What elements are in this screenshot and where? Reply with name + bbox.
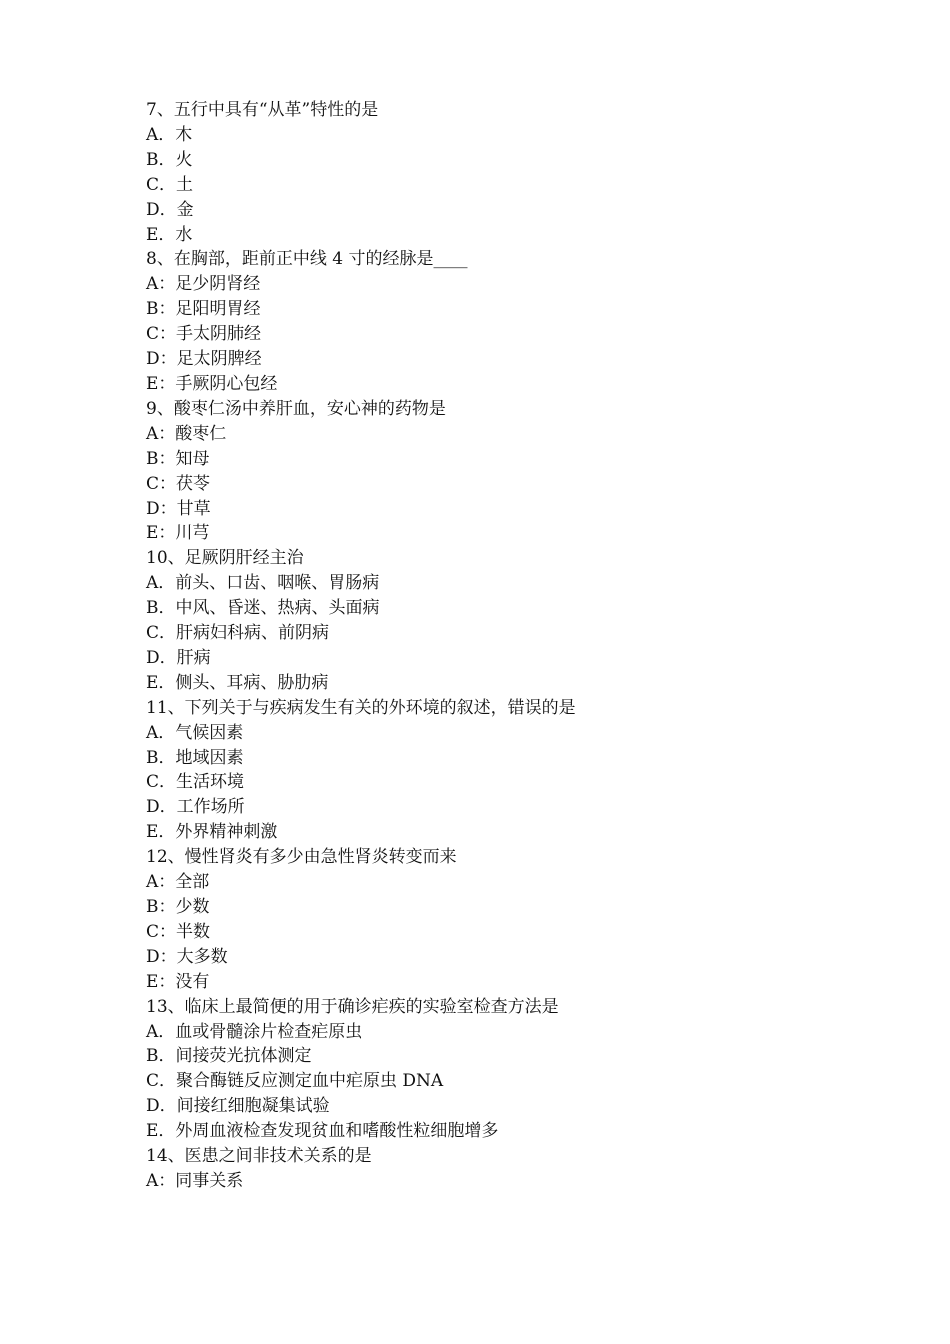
option-a: A．气候因素 xyxy=(146,722,244,743)
option-c: C．聚合酶链反应测定血中疟原虫 DNA xyxy=(146,1071,444,1092)
question-stem: 8、在胸部，距前正中线 4 寸的经脉是____ xyxy=(146,249,468,270)
option-d: D：甘草 xyxy=(146,498,211,519)
option-c: C：茯苓 xyxy=(146,473,211,494)
option-d: D．肝病 xyxy=(146,647,211,668)
option-b: B．地域因素 xyxy=(146,747,244,768)
option-b: B：少数 xyxy=(146,897,210,917)
option-d: D．金 xyxy=(146,199,194,220)
option-e: E．外周血液检查发现贫血和嗜酸性粒细胞增多 xyxy=(146,1121,499,1142)
option-e: E．水 xyxy=(146,224,193,245)
option-b: B．火 xyxy=(146,149,193,170)
question-14 xyxy=(146,1144,846,1194)
question-11 xyxy=(146,696,846,845)
document-page xyxy=(146,98,846,1194)
question-12 xyxy=(146,845,846,994)
option-e: E．侧头、耳病、胁肋病 xyxy=(146,672,329,693)
question-13 xyxy=(146,995,846,1144)
option-c: C．土 xyxy=(146,174,194,195)
option-b: B．中风、昏迷、热病、头面病 xyxy=(146,598,380,619)
option-d: D．工作场所 xyxy=(146,797,245,818)
option-e: E：川芎 xyxy=(146,523,210,544)
option-c: C．生活环境 xyxy=(146,772,245,793)
option-e: E：没有 xyxy=(146,971,210,992)
option-a: A．木 xyxy=(146,124,193,145)
option-d: D．间接红细胞凝集试验 xyxy=(146,1096,330,1117)
question-8 xyxy=(146,247,846,396)
question-stem: 14、医患之间非技术关系的是 xyxy=(146,1146,372,1167)
question-stem: 13、临床上最简便的用于确诊疟疾的实验室检查方法是 xyxy=(146,996,559,1017)
question-7 xyxy=(146,98,846,247)
option-b: B：足阳明胃经 xyxy=(146,299,261,320)
option-d: D：大多数 xyxy=(146,946,228,967)
option-b: B．间接荧光抗体测定 xyxy=(146,1046,312,1067)
question-stem: 7、五行中具有“从革”特性的是 xyxy=(146,100,379,120)
option-c: C：半数 xyxy=(146,921,211,942)
option-a: A：酸枣仁 xyxy=(146,423,227,444)
option-c: C．肝病妇科病、前阴病 xyxy=(146,623,330,644)
question-stem: 12、慢性肾炎有多少由急性肾炎转变而来 xyxy=(146,847,457,868)
question-stem: 9、酸枣仁汤中养肝血，安心神的药物是 xyxy=(146,398,446,419)
option-a: A：全部 xyxy=(146,872,210,893)
option-a: A．血或骨髓涂片检查疟原虫 xyxy=(146,1021,363,1042)
option-e: E．外界精神刺激 xyxy=(146,822,278,843)
question-stem: 10、足厥阴肝经主治 xyxy=(146,548,304,569)
option-d: D：足太阴脾经 xyxy=(146,349,262,370)
option-a: A．前头、口齿、咽喉、胃肠病 xyxy=(146,573,380,594)
option-c: C：手太阴肺经 xyxy=(146,324,262,345)
option-e: E：手厥阴心包经 xyxy=(146,373,278,394)
question-9 xyxy=(146,397,846,546)
question-10 xyxy=(146,546,846,695)
option-b: B：知母 xyxy=(146,448,210,469)
option-a: A：足少阴肾经 xyxy=(146,274,261,295)
option-a: A：同事关系 xyxy=(146,1170,244,1191)
question-stem: 11、下列关于与疾病发生有关的外环境的叙述，错误的是 xyxy=(146,697,576,718)
